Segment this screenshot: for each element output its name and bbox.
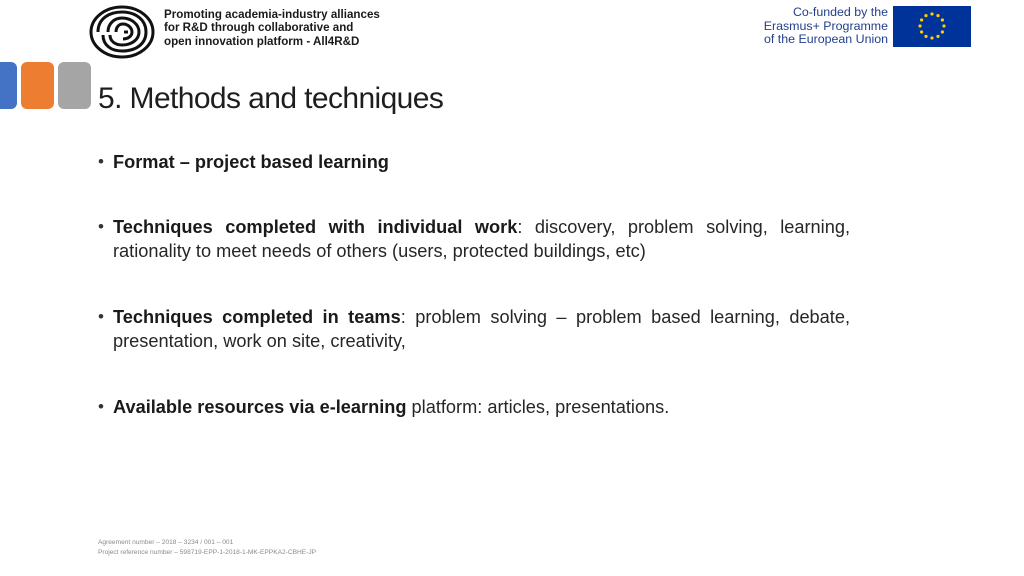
bullet-item [98, 215, 850, 263]
cofunded-label [724, 6, 888, 47]
bullet-item [98, 305, 850, 353]
bullet-bold: Techniques completed in teams [113, 307, 401, 327]
project-header-line: for R&D through collaborative and [164, 21, 354, 35]
decor-tab-blue [0, 62, 17, 109]
project-header [164, 8, 380, 48]
bullet-bold: Techniques completed with individual work [113, 217, 518, 237]
cofunded-line: Erasmus+ Programme [763, 18, 888, 33]
bullet-text: : discovery, problem solving, learning, rationality to meet needs of others (users, protected buildings, etc) [113, 217, 850, 261]
project-reference: Project reference number – 598719-EPP-1-2018-1-MK-EPPKA2-CBHE-JP [98, 548, 317, 556]
eu-flag-icon [893, 6, 971, 47]
decor-tab-orange [21, 62, 54, 109]
bullet-text: : problem solving – problem based learning, debate, presentation, work on site, creativity, [113, 307, 851, 351]
decor-tab-gray [58, 62, 91, 109]
cofunded-line: of the European Union [764, 32, 888, 47]
project-header-line: Promoting academia-industry alliances [164, 8, 380, 21]
spiral-logo-icon [88, 4, 156, 60]
cofunded-line: Co-funded by the [792, 5, 888, 19]
bullet-item [98, 395, 850, 419]
bullet-text: platform: articles, presentations. [406, 397, 670, 417]
slide-footer [98, 538, 316, 557]
project-header-line: open innovation platform - All4R&D [164, 34, 360, 48]
bullet-list [98, 146, 850, 419]
bullet-item [98, 150, 850, 174]
bullet-bold: Format – project based learning [113, 152, 389, 172]
agreement-number: Agreement number – 2018 – 3234 / 001 – 001 [98, 539, 234, 546]
slide-title: 5. Methods and techniques [98, 82, 444, 115]
bullet-bold: Available resources via e-learning [113, 397, 407, 417]
